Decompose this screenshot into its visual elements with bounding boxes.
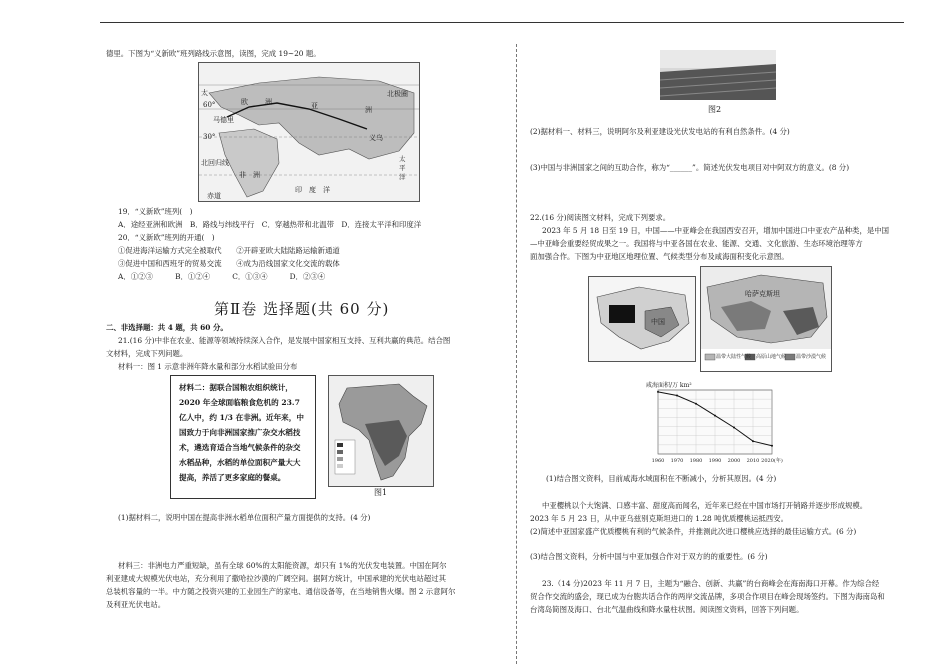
intro-text: 德里。下图为“义新欧”班列路线示意图，读图，完成 19~20 题。 [106, 49, 321, 58]
question-20-options: A．①②③ B．①②④ C．①③④ D．②③④ [118, 272, 326, 281]
section-instructions: 二、非选择题：共 4 题，共 60 分。 [106, 323, 228, 332]
route-map-drawing [199, 63, 419, 201]
chart-x-tick-label: 2000 [727, 458, 741, 464]
chart-data-point [771, 445, 773, 447]
africa-rainfall-map [328, 375, 434, 487]
inset-label-china: 中国 [651, 318, 665, 326]
chart-x-tick-label: 2020(年) [761, 458, 783, 464]
material3-line1: 材料三：非洲电力严重短缺，虽有全球 60%的太阳能资源，却只有 1%的光伏发电装置。中国在阿尔 [118, 561, 447, 570]
chart-data-point [657, 391, 659, 393]
chart-data-point [714, 415, 716, 417]
question-22-sub1: (1)结合图文资料，目前咸海水域面积在不断减小，分析其原因。(4 分) [546, 474, 777, 483]
question-20-line2: ③促进中国和西班牙的贸易交流 ④成为沿线国家文化交流的载体 [118, 259, 340, 268]
chart-x-tick-label: 1980 [689, 458, 703, 464]
chart-x-tick-label: 1970 [670, 458, 684, 464]
map-label-africa: 非 洲 [239, 171, 260, 179]
solar-photo-drawing [660, 50, 776, 100]
question-22-para4: 中亚樱桃以个大饱满、口感丰富、甜度高而闻名，近年来已经在中国市场打开销路并逐步形成规模。 [542, 501, 868, 510]
question-21-line1: 21.(16 分)中非在农业、能源等领域持续深入合作，是发展中国家相互支持、互利共赢的典范。结合图 [118, 336, 451, 345]
map-label-indian-ocean: 印 度 洋 [295, 186, 330, 194]
question-23-line2: 贸合作交流的盛会，现已成为台胞共话合作的两岸交流品牌，多项合作项目在峰会现场签约。下图为海南岛和 [530, 592, 885, 601]
header-rule [100, 22, 904, 23]
chart-x-tick-label: 1960 [651, 458, 665, 464]
map-label-pacific: 太平洋 [399, 155, 406, 181]
map-label-europe: 欧 [241, 98, 248, 106]
question-22-sub2: (2)简述中亚国家盛产优质樱桃有利的气候条件，并推测此次进口樱桃应选择的最佳运输方式。(6 分) [530, 527, 857, 536]
material2-text: 材料二：据联合国粮农组织统计，2020 年全球面临粮食危机的 23.7 亿人中，约 1/3 在非洲。近年来，中国致力于向非洲国家推广杂交水稻技术，遴选育适合当地气候条件的杂交水稻品种，水稻的单位面积产量大大提高，养活了更多家庭的餐桌。 [179, 383, 304, 482]
figure2-caption: 图2 [708, 105, 722, 114]
aral-sea-chart [644, 380, 784, 466]
question-23-line1: 23.（14 分)2023 年 11 月 7 日，主题为“融合、创新、共赢”的台商峰会在海南海口开幕。作为综合经 [542, 579, 880, 588]
legend-highland: 高原山地气候 [756, 354, 787, 360]
question-22-para2: —中亚峰会重要经贸成果之一。我国将与中亚各国在农业、能源、交通、文化旅游、生态环境治理等方 [530, 239, 863, 248]
question-20-line1: ①促进海洋运输方式完全被取代 ②开辟亚欧大陆陆路运输新通道 [118, 246, 340, 255]
map-label-zhou2: 洲 [365, 106, 372, 114]
section-title: 第Ⅱ卷 选择题(共 60 分) [214, 300, 390, 318]
question-22-head: 22.(16 分)阅读图文材料，完成下列要求。 [530, 213, 671, 222]
question-19: 19．“义新欧”班列( ) [118, 207, 193, 216]
map-label-zhou1: 洲 [265, 98, 272, 106]
question-19-options: A．途经亚洲和欧洲 B．路线与纬线平行 C．穿越热带和北温带 D．连接太平洋和印度洋 [118, 220, 422, 229]
question-22-para5: 2023 年 5 月 23 日，从中亚乌兹别克斯坦进口的 1.28 吨优质樱桃运抵西安。 [530, 514, 788, 523]
legend-continental: 温带大陆性气候 [716, 354, 752, 360]
material2-box [170, 375, 316, 499]
legend-desert: 温带沙漠气候 [796, 354, 827, 360]
aral-sea-line-chart [644, 380, 784, 466]
question-22-para3: 面加强合作。下图为中亚地区地理位置、气候类型分布及咸海面积变化示意图。 [530, 252, 789, 261]
map-label-madrid: 马德里 [213, 116, 234, 124]
map-label-equator: 赤道 [207, 192, 221, 200]
map-label-asia: 亚 [311, 102, 318, 110]
map-label-kazakhstan: 哈萨克斯坦 [745, 290, 780, 298]
question-21-sub1: (1)据材料二，说明中国在提高非洲水稻单位面积产量方面提供的支持。(4 分) [118, 513, 371, 522]
material3-line4: 及利亚光伏电站。 [106, 600, 166, 609]
chart-data-point [733, 426, 735, 428]
map-label-lat60: 60° [203, 101, 216, 109]
central-asia-climate-map [700, 266, 832, 372]
map-label-arctic: 北极圈 [387, 90, 408, 98]
chart-data-point [752, 440, 754, 442]
material3-line3: 总装机容量的一半。中方随之投资兴建的工业园生产的家电、通信设备等，在当地销售火爆。图 2 示意阿尔 [106, 587, 456, 596]
chart-title: 咸海面积/万 km² [646, 382, 692, 389]
central-asia-inset-map [588, 276, 696, 362]
chart-x-tick-label: 1990 [708, 458, 722, 464]
column-divider [516, 44, 517, 664]
map-label-atlantic: 太 [201, 89, 208, 97]
question-21-line2: 文材料，完成下列问题。 [106, 349, 188, 358]
chart-data-point [695, 403, 697, 405]
question-20: 20．“义新欧”班列的开通( ) [118, 233, 215, 242]
question-22-para1: 2023 年 5 月 18 日至 19 日，中国——中亚峰会在我国西安召开，增加中国进口中亚农产品种类，是中国 [542, 226, 890, 235]
chart-data-point [676, 394, 678, 396]
question-21-sub2: (2)据材料一、材料三，说明阿尔及利亚建设光伏发电站的有利自然条件。(4 分) [530, 127, 790, 136]
chart-x-tick-label: 2010 [746, 458, 760, 464]
material3-line2: 利亚建成大规模光伏电站，充分利用了撒哈拉沙漠的广阔空间。据阿方统计，中国承建的光伏电站超过其 [106, 574, 446, 583]
africa-map-drawing [329, 376, 433, 486]
map-label-yiwu: 义乌 [369, 134, 383, 142]
inset-map-drawing [589, 277, 695, 361]
route-map-figure [198, 62, 420, 202]
map-label-lat30: 30° [203, 133, 216, 141]
question-22-sub3: (3)结合图文资料，分析中国与中亚加强合作对于双方的的重要性。(6 分) [530, 552, 768, 561]
solar-plant-photo [660, 50, 776, 100]
material1-text: 材料一：图 1 示意非洲年降水量和部分水稻试验田分布 [118, 362, 298, 371]
question-23-line3: 台湾岛简图及海口、台北气温曲线和降水量柱状图。阅读图文资料，回答下列问题。 [530, 605, 804, 614]
figure1-caption: 图1 [374, 488, 388, 497]
question-21-sub3: (3)中国与非洲国家之间的互助合作，称为“______”。简述光伏发电项目对中阿双方的意义。(8 分) [530, 163, 850, 172]
map-label-tropic: 北回归线 [201, 159, 229, 167]
